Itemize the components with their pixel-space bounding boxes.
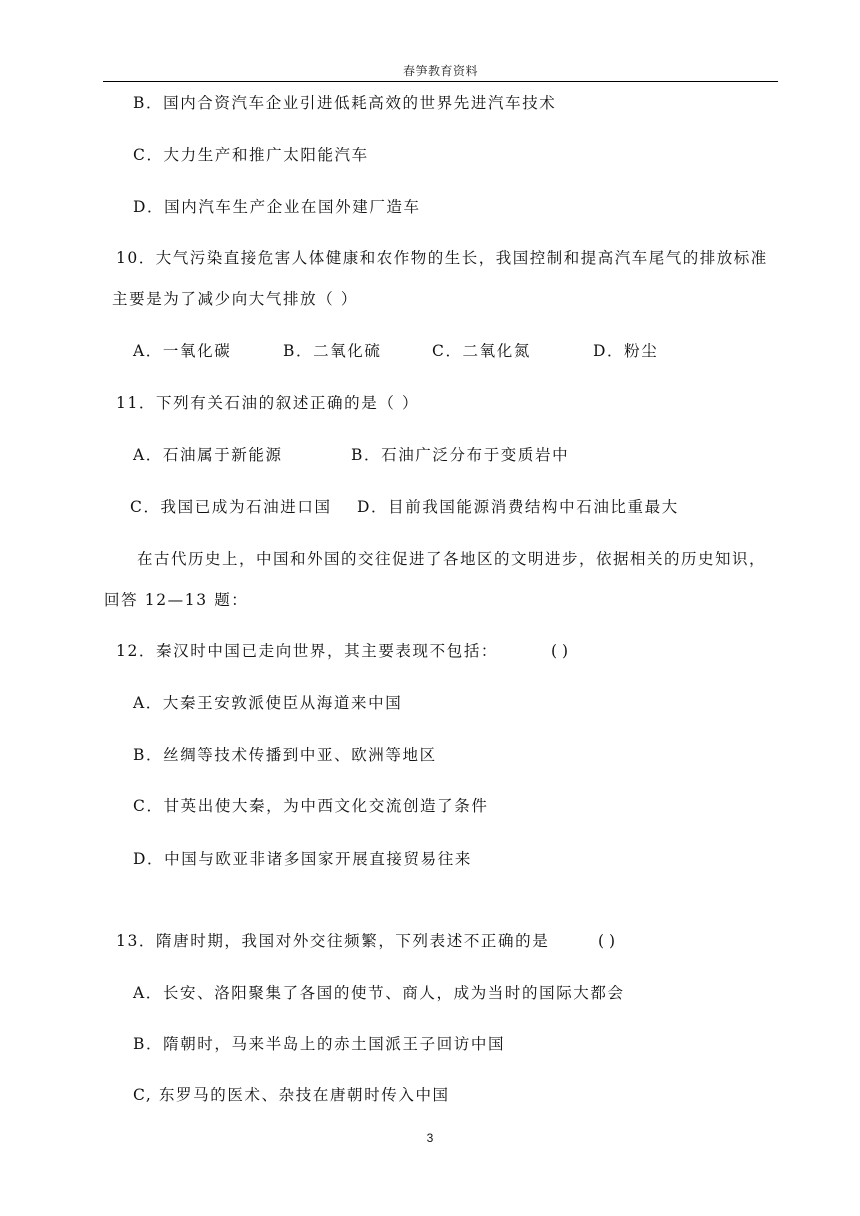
q10-option-b: B．二氧化硫 [283,342,382,360]
q12-option-b: B．丝绸等技术传播到中亚、欧洲等地区 [133,746,437,764]
section-intro-line2: 回答 12—13 题： [104,591,249,609]
q13-answer-bracket: ( ) [598,932,616,950]
page-header: 春笋教育资料 [402,64,478,78]
q12-option-c: C．甘英出使大秦，为中西文化交流创造了条件 [133,797,489,815]
q9-option-b: B．国内合资汽车企业引进低耗高效的世界先进汽车技术 [133,94,557,112]
q11-option-d: D．目前我国能源消费结构中石油比重最大 [357,498,679,516]
section-intro-line1: 在古代历史上，中国和外国的交往促进了各地区的文明进步，依据相关的历史知识， [137,550,767,568]
q13-option-b: B．隋朝时，马来半岛上的赤土国派王子回访中国 [133,1035,506,1053]
q10-stem-line1: 10．大气污染直接危害人体健康和农作物的生长，我国控制和提高汽车尾气的排放标准 [116,249,768,267]
q10-option-c: C．二氧化氮 [432,342,531,360]
q9-option-d: D．国内汽车生产企业在国外建厂造车 [133,198,421,216]
q11-option-a: A．石油属于新能源 [133,446,283,464]
q12-option-a: A．大秦王安敦派使臣从海道来中国 [133,694,403,712]
q12-option-d: D．中国与欧亚非诸多国家开展直接贸易往来 [133,850,472,868]
q11-option-c: C．我国已成为石油进口国 [130,498,332,516]
q10-stem-line2: 主要是为了减少向大气排放（ ） [112,290,358,308]
page-number: 3 [426,1131,434,1145]
header-divider [103,81,778,82]
q12-answer-bracket: ( ) [551,642,569,660]
q10-option-d: D．粉尘 [593,342,659,360]
q11-option-b: B．石油广泛分布于变质岩中 [351,446,570,464]
q10-option-a: A．一氧化碳 [133,342,232,360]
q13-stem: 13．隋唐时期，我国对外交往频繁，下列表述不正确的是 [116,932,550,950]
q13-option-c: C, 东罗马的医术、杂技在唐朝时传入中国 [133,1086,450,1104]
q13-option-a: A．长安、洛阳聚集了各国的使节、商人，成为当时的国际大都会 [133,984,625,1002]
q11-stem: 11．下列有关石油的叙述正确的是（ ） [116,394,420,412]
q9-option-c: C．大力生产和推广太阳能汽车 [133,146,369,164]
q12-stem: 12．秦汉时中国已走向世界，其主要表现不包括： [116,642,499,660]
